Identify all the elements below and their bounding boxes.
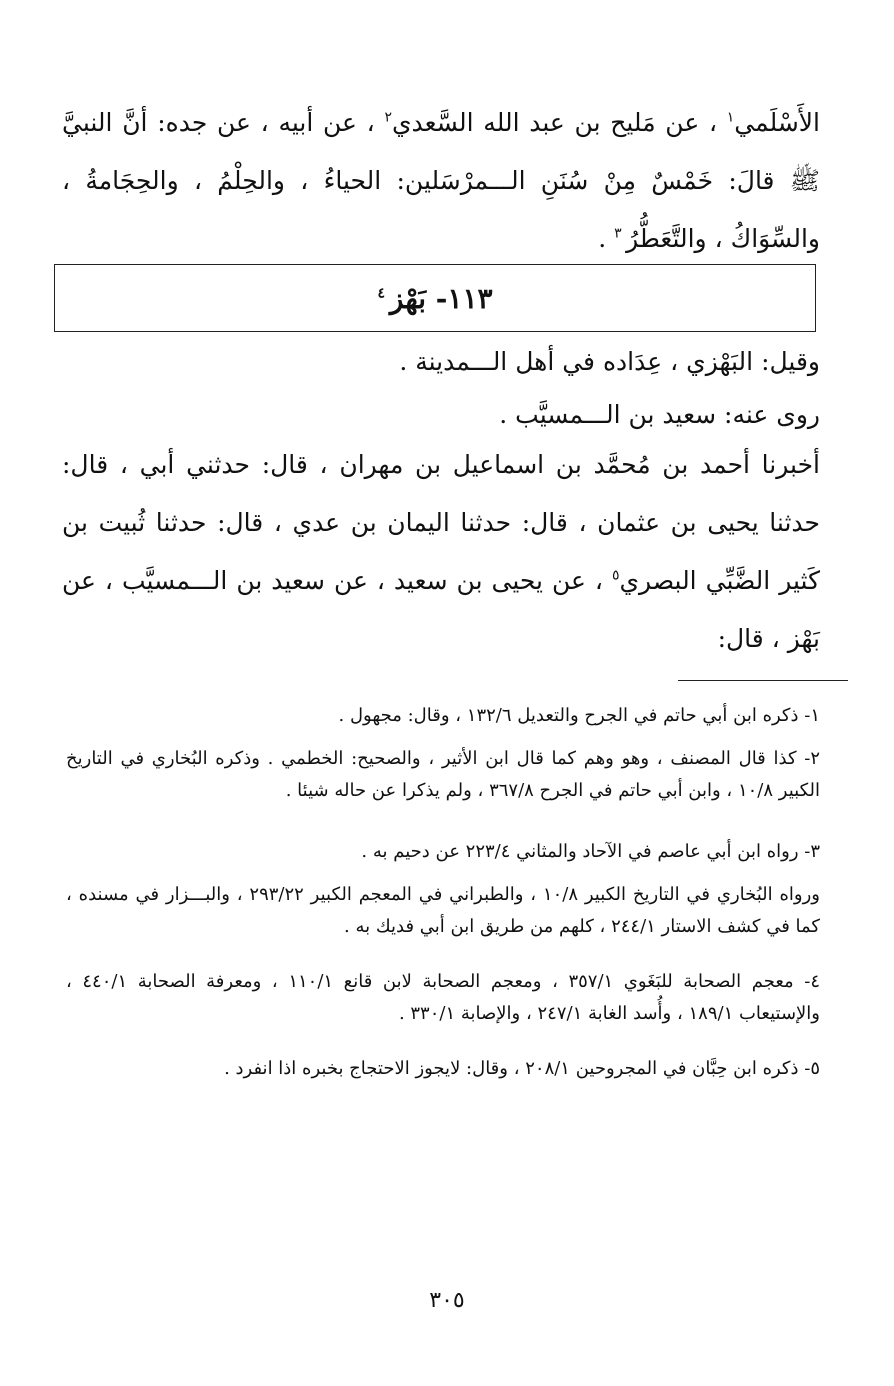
footnote-3-continuation: ورواه البُخاري في التاريخ الكبير ١٠/٨ ، والطبراني في المعجم الكبير ٢٩٣/٢٢ ، والبـــزار في مسنده ، كما في كشف الاستار ٢٤٤/١ ، كلهم من طريق ابن أبي فديك به .	[66, 884, 820, 937]
footnote-1: ١- ذكره ابن أبي حاتم في الجرح والتعديل ١٣٢/٦ ، وقال: مجهول .	[338, 705, 820, 726]
footnote-2: ٢- كذا قال المصنف ، وهو وهم كما قال ابن الأثير ، والصحيح: الخطمي . وذكره البُخاري في التاريخ الكبير ١٠/٨ ، وابن أبي حاتم في الجرح ٣٦٧/٨ ، ولم يذكرا عن حاله شيئا .	[66, 748, 820, 801]
intro-text-4: .	[598, 224, 615, 253]
entry-heading	[377, 282, 492, 315]
footnote-ref-1[interactable]: ١	[726, 109, 735, 126]
footnote-ref-3[interactable]: ٣	[614, 225, 627, 242]
footnote-ref-2[interactable]: ٢	[384, 109, 392, 126]
entry-nisba-line: وقيل: البَهْزي ، عِدَاده في أهل الـــمدينة .	[399, 347, 820, 376]
entry-heading-box	[54, 264, 816, 332]
isnad-text-2: ، عن يحيى بن سعيد ، عن سعيد بن الـــمسيَّب ، عن بَهْز ، قال:	[62, 566, 820, 653]
isnad-text: أخبرنا أحمد بن مُحمَّد بن اسماعيل بن مهران ، قال: حدثني أبي ، قال: حدثنا يحيى بن عثمان ، قال: حدثنا اليمان بن عدي ، قال: حدثنا ثُبيت بن كَثير الضَّبِّي البصري	[62, 450, 820, 595]
entry-narrator-line: روى عنه: سعيد بن الـــمسيَّب .	[499, 400, 820, 429]
hadith-paragraph	[62, 94, 820, 268]
entry-heading-title: ١١٣- بَهْز	[389, 281, 493, 315]
page-number: ٣٠٥	[429, 1288, 465, 1313]
footnote-ref-4[interactable]: ٤	[377, 285, 390, 302]
isnad-paragraph	[62, 436, 820, 668]
intro-text-2: ، عن مَليح بن عبد الله السَّعدي	[391, 108, 727, 137]
intro-text-3: ، عن أبيه ، عن جده: أنَّ النبيَّ ﷺ قالَ: خَمْسٌ مِنْ سُنَنِ الـــمرْسَلين: الحياءُ ، والحِلْمُ ، والحِجَامةُ ، والسِّوَاكُ ، والتَّعَطُّرُ	[62, 108, 820, 253]
footnote-3: ٣- رواه ابن أبي عاصم في الآحاد والمثاني ٢٢٣/٤ عن دحيم به .	[361, 841, 820, 862]
footnote-ref-5[interactable]: ٥	[611, 567, 620, 584]
footnote-divider	[678, 680, 848, 681]
footnote-4: ٤- معجم الصحابة للبَغَوي ٣٥٧/١ ، ومعجم الصحابة لابن قانع ١١٠/١ ، ومعرفة الصحابة ٤٤٠/١ ، والإستيعاب ١٨٩/١ ، وأُسد الغابة ٢٤٧/١ ، والإصابة ٣٣٠/١ .	[66, 971, 820, 1024]
footnote-5: ٥- ذكره ابن حِبَّان في المجروحين ٢٠٨/١ ، وقال: لايجوز الاحتجاج بخبره اذا انفرد .	[224, 1058, 820, 1079]
intro-text: الأَسْلَمي	[734, 108, 820, 137]
